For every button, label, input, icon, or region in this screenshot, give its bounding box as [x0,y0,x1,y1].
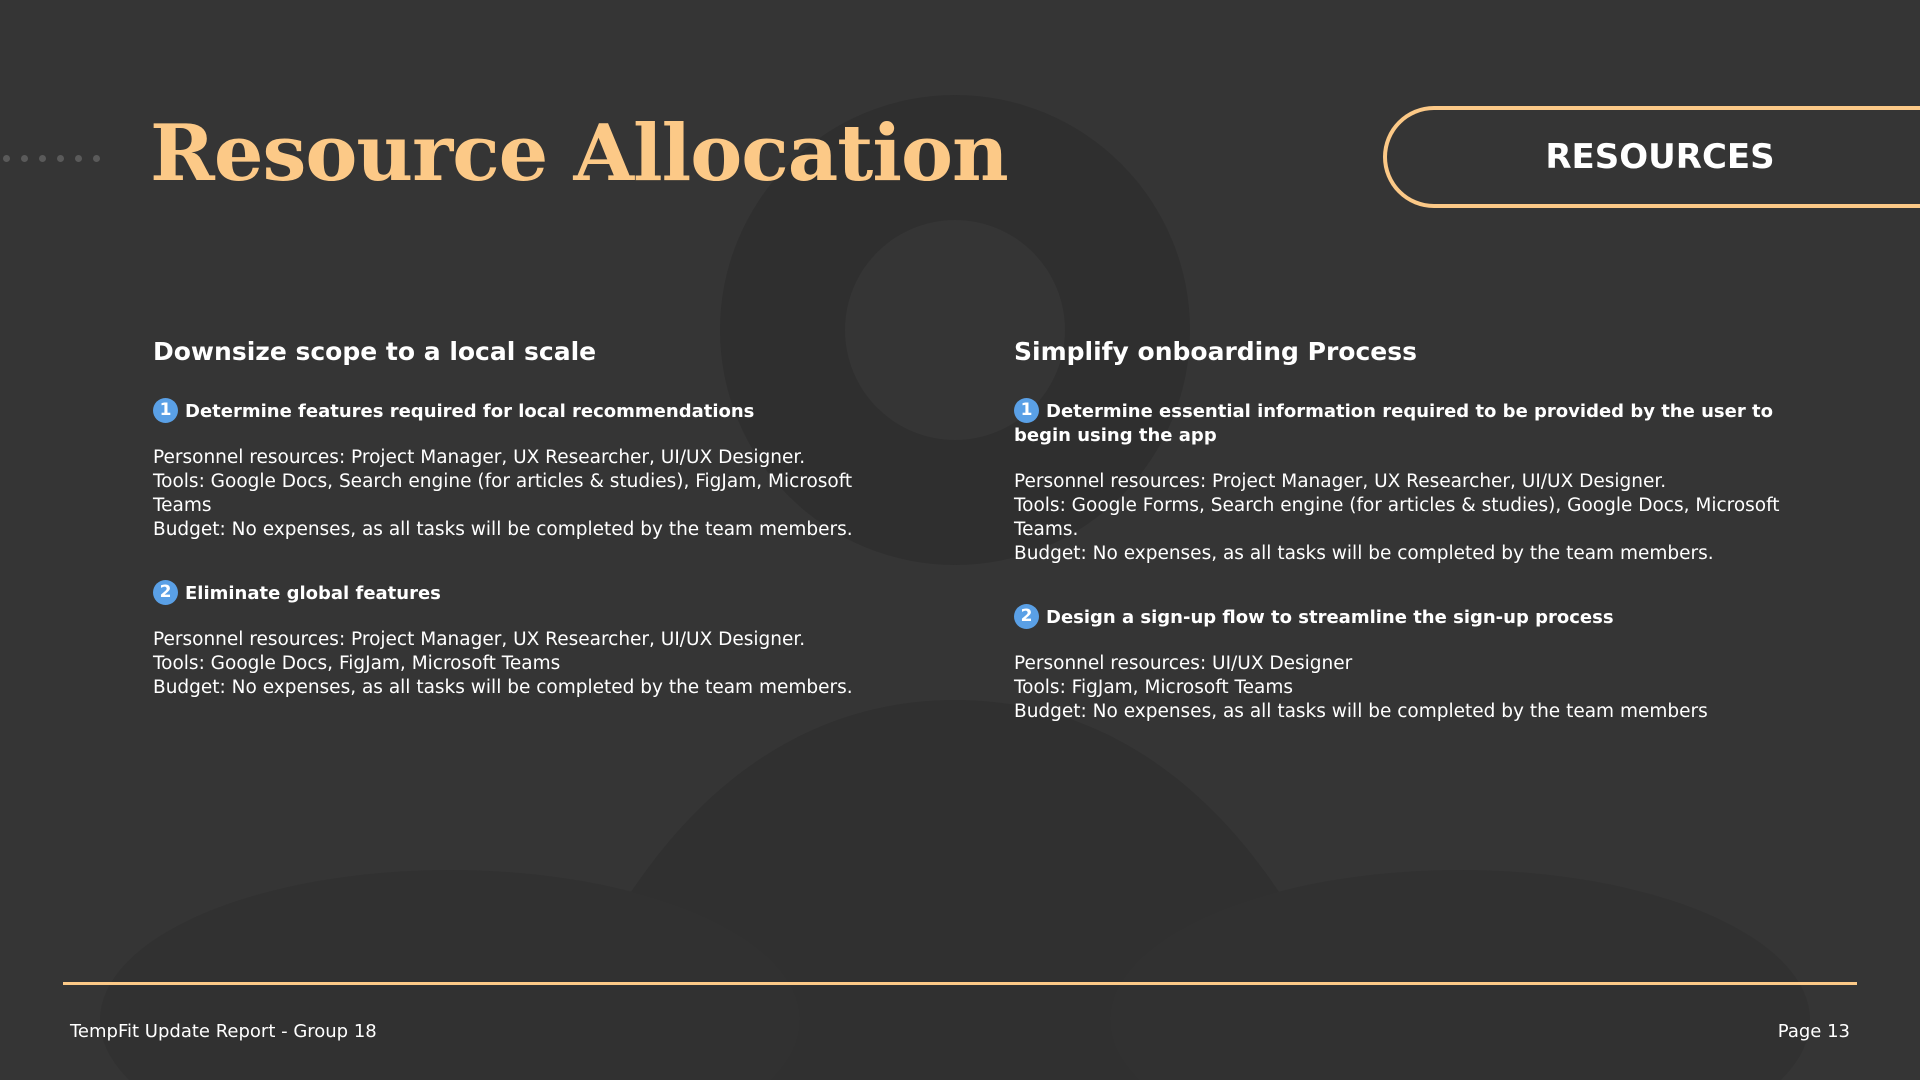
budget: Budget: No expenses, as all tasks will be completed by the team members [1014,701,1708,722]
section-title-text: Determine features required for local recommendations [185,401,755,422]
right-column [1014,334,1794,724]
section-title [1014,398,1794,448]
personnel-resources: Personnel resources: UI/UX Designer [1014,653,1353,674]
number-badge-icon: 2 [153,580,178,605]
tools: Tools: Google Docs, Search engine (for articles & studies), FigJam, Microsoft Teams [153,471,853,516]
column-heading: Simplify onboarding Process [1014,337,1418,366]
decorative-dots [3,155,100,162]
section-details [153,446,853,542]
resource-section-1 [1014,398,1794,566]
resource-section-2 [1014,604,1794,724]
tools: Tools: Google Forms, Search engine (for articles & studies), Google Docs, Microsoft Teams. [1014,495,1780,540]
page-title: Resource Allocation [150,108,1008,199]
section-title-text: Design a sign-up flow to streamline the sign-up process [1046,607,1614,628]
number-badge-icon: 2 [1014,604,1039,629]
tools: Tools: FigJam, Microsoft Teams [1014,677,1294,698]
left-column [153,334,853,700]
footer-divider [63,982,1857,985]
budget: Budget: No expenses, as all tasks will be completed by the team members. [153,677,853,698]
tools: Tools: Google Docs, FigJam, Microsoft Teams [153,653,561,674]
section-details [1014,652,1794,724]
resource-section-2 [153,580,853,700]
column-heading: Downsize scope to a local scale [153,337,597,366]
budget: Budget: No expenses, as all tasks will be completed by the team members. [1014,543,1714,564]
section-details [153,628,853,700]
section-title [153,398,853,424]
budget: Budget: No expenses, as all tasks will be completed by the team members. [153,519,853,540]
section-title [1014,604,1794,630]
personnel-resources: Personnel resources: Project Manager, UX Researcher, UI/UX Designer. [1014,471,1667,492]
number-badge-icon: 1 [153,398,178,423]
resource-section-1 [153,398,853,542]
footer-report-title: TempFit Update Report - Group 18 [70,1021,377,1042]
section-title-text: Determine essential information required to be provided by the user to begin using the app [1014,401,1773,446]
personnel-resources: Personnel resources: Project Manager, UX Researcher, UI/UX Designer. [153,447,806,468]
section-details [1014,470,1794,566]
personnel-resources: Personnel resources: Project Manager, UX Researcher, UI/UX Designer. [153,629,806,650]
number-badge-icon: 1 [1014,398,1039,423]
section-title-text: Eliminate global features [185,583,441,604]
section-title [153,580,853,606]
resources-badge: RESOURCES [1545,137,1775,177]
page-number: Page 13 [1777,1021,1850,1042]
